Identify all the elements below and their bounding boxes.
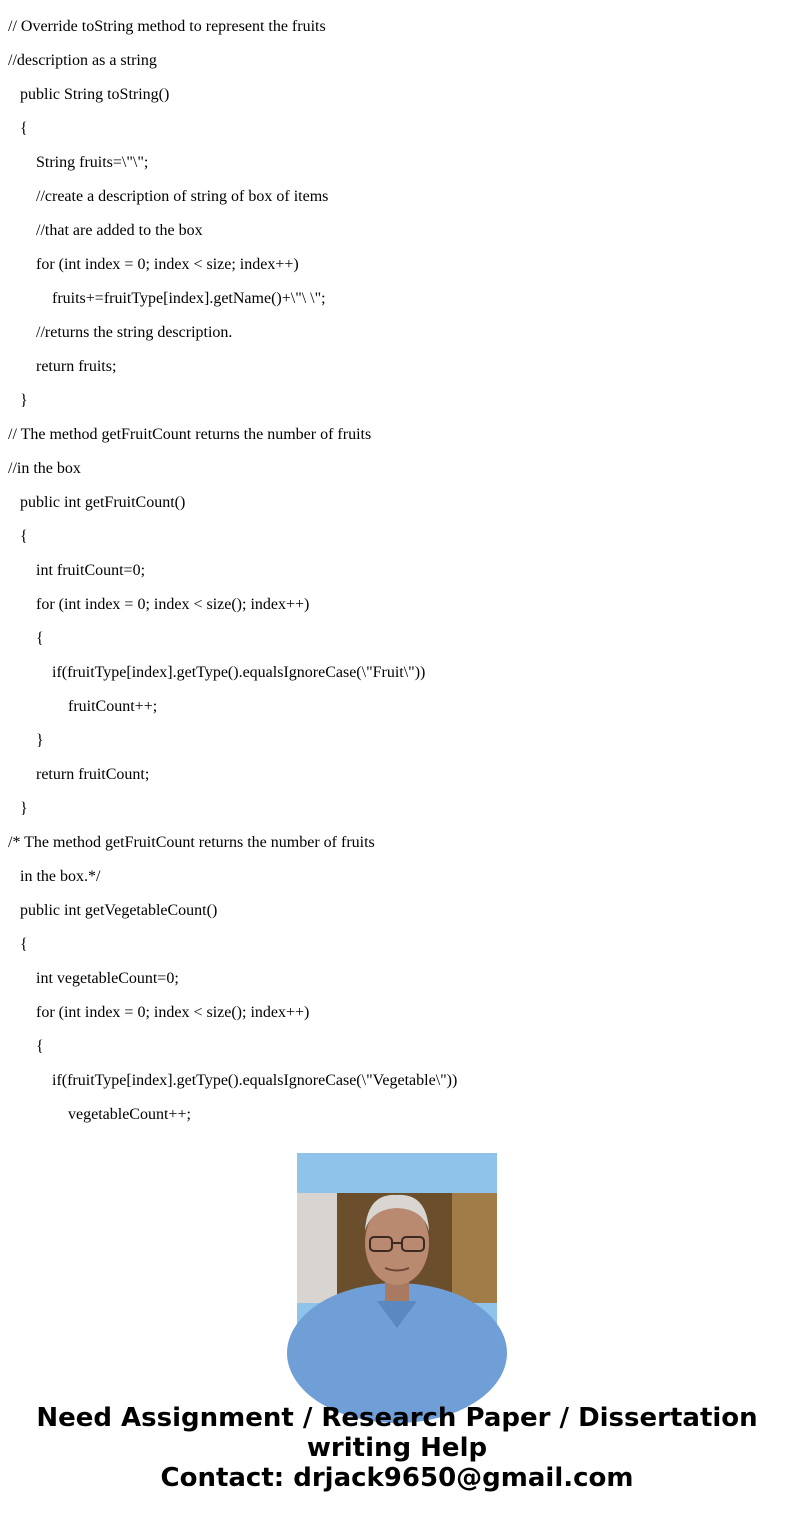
avatar-photo-illustration bbox=[297, 1153, 497, 1353]
code-line: public int getVegetableCount() bbox=[20, 902, 218, 919]
promo-contact: Contact: drjack9650@gmail.com bbox=[160, 1463, 634, 1493]
code-line: //in the box bbox=[8, 460, 81, 477]
code-line: String fruits=\"\"; bbox=[36, 154, 149, 171]
code-line: { bbox=[36, 1038, 44, 1055]
code-line: { bbox=[36, 630, 44, 647]
code-line: } bbox=[20, 800, 28, 817]
code-line: public int getFruitCount() bbox=[20, 494, 186, 511]
code-line: return fruits; bbox=[36, 358, 117, 375]
code-line: int fruitCount=0; bbox=[36, 562, 146, 579]
code-line: //that are added to the box bbox=[36, 222, 203, 239]
author-avatar bbox=[297, 1153, 497, 1353]
code-line: for (int index = 0; index < size(); index++) bbox=[36, 1004, 310, 1021]
code-line: for (int index = 0; index < size(); index++) bbox=[36, 596, 310, 613]
code-line: return fruitCount; bbox=[36, 766, 150, 783]
code-line: { bbox=[20, 936, 28, 953]
code-line: public String toString() bbox=[20, 86, 170, 103]
code-line: in the box.*/ bbox=[20, 868, 101, 885]
promo-line-1: Need Assignment / Research Paper / Dissertation bbox=[36, 1403, 758, 1433]
code-line: } bbox=[20, 392, 28, 409]
promo-banner bbox=[0, 1403, 794, 1493]
code-line: { bbox=[20, 528, 28, 545]
code-line bbox=[0, 0, 794, 10]
code-line: fruitCount++; bbox=[68, 698, 158, 715]
code-line: { bbox=[20, 120, 28, 137]
code-line: //returns the string description. bbox=[36, 324, 233, 341]
code-line: if(fruitType[index].getType().equalsIgnoreCase(\"Vegetable\")) bbox=[52, 1072, 458, 1089]
code-line: if(fruitType[index].getType().equalsIgnoreCase(\"Fruit\")) bbox=[52, 664, 426, 681]
code-line: //create a description of string of box of items bbox=[36, 188, 329, 205]
code-line: /* The method getFruitCount returns the number of fruits bbox=[8, 834, 375, 851]
code-line: fruits+=fruitType[index].getName()+\"\ \"; bbox=[52, 290, 326, 307]
code-line: // Override toString method to represent the fruits bbox=[8, 18, 326, 35]
code-line: vegetableCount++; bbox=[68, 1106, 191, 1123]
code-line: int vegetableCount=0; bbox=[36, 970, 179, 987]
code-line: // The method getFruitCount returns the number of fruits bbox=[8, 426, 372, 443]
code-line: //description as a string bbox=[8, 52, 157, 69]
promo-line-2: writing Help bbox=[306, 1433, 488, 1463]
code-line: for (int index = 0; index < size; index++) bbox=[36, 256, 299, 273]
code-line: } bbox=[36, 732, 44, 749]
